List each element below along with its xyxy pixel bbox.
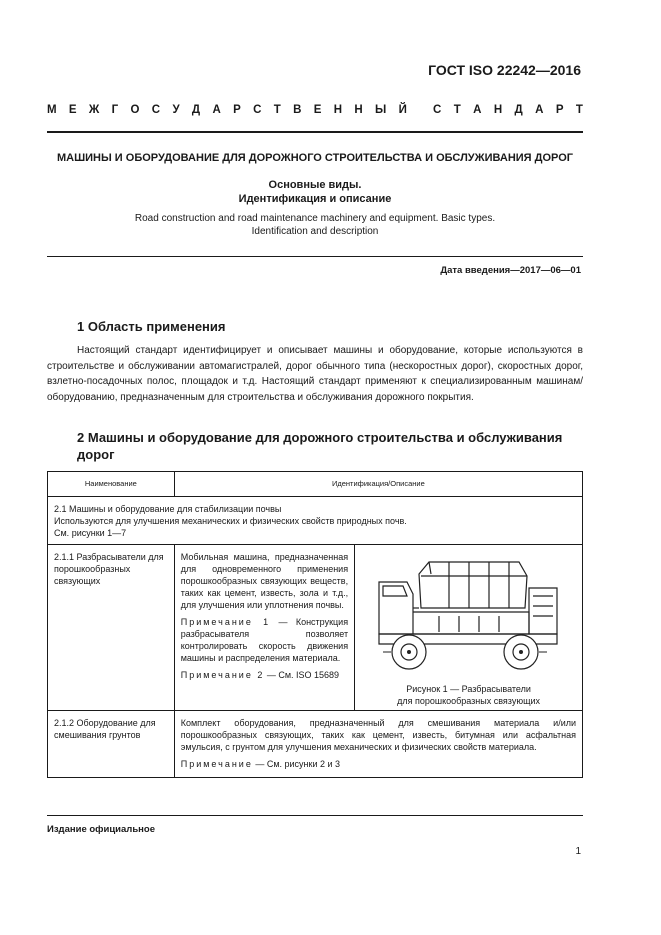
banner-letter: Г	[111, 104, 119, 116]
document-subtitle	[47, 178, 583, 206]
col-header-description: Идентификация/Описание	[174, 472, 582, 497]
banner-letter: Т	[453, 104, 461, 116]
english-title-line-1: Road construction and road maintenance machinery and equipment. Basic types.	[134, 213, 496, 224]
interstate-standard-banner	[47, 104, 583, 116]
banner-letter: О	[130, 104, 140, 116]
banner-letter: Д	[514, 104, 523, 116]
banner-letter: Е	[68, 104, 77, 116]
banner-letter: Д	[191, 104, 201, 116]
note-label: Примечание 1	[180, 617, 271, 627]
banner-letter: Т	[273, 104, 281, 116]
note-text: — См. рисунки 2 и 3	[252, 759, 341, 769]
subtitle-line-2: Идентификация и описание	[238, 193, 392, 205]
table-row	[48, 711, 583, 778]
note-label: Примечание	[180, 759, 253, 769]
figure-caption-line-1: Рисунок 1 — Разбрасыватели	[406, 684, 531, 694]
section-2-heading: 2 Машины и оборудование для дорожного строительства и обслуживания дорог	[77, 430, 563, 462]
row-note	[181, 758, 576, 770]
banner-letter: Ж	[88, 104, 100, 116]
english-title	[47, 212, 583, 238]
page-number: 1	[575, 846, 581, 857]
row-description-cell	[174, 711, 582, 778]
banner-letter: Й	[398, 104, 407, 116]
note-text: — Конструкция разбрасывателя позволяет контролировать скорость движения машины и распределения материала.	[180, 617, 349, 663]
row-description-cell	[174, 545, 354, 711]
banner-letter: Р	[555, 104, 564, 116]
row-name-cell: 2.1.2 Оборудование для смешивания грунтов	[48, 711, 175, 778]
section-1-heading: 1 Область применения	[77, 319, 226, 334]
document-code: ГОСТ ISO 22242—2016	[428, 62, 581, 78]
banner-word-standard	[433, 104, 583, 116]
banner-letter: М	[47, 104, 57, 116]
edition-label: Издание официальное	[47, 824, 155, 835]
banner-letter: Н	[493, 104, 503, 116]
figure-cell	[355, 545, 583, 711]
group-figures-ref: См. рисунки 1—7	[54, 528, 127, 538]
spreader-truck-illustration	[369, 552, 569, 676]
banner-letter: Н	[354, 104, 363, 116]
banner-letter: Ы	[375, 104, 387, 116]
group-title: 2.1 Машины и оборудование для стабилизации почвы	[54, 504, 282, 514]
col-header-name: Наименование	[48, 472, 175, 497]
banner-letter: Р	[233, 104, 241, 116]
banner-letter: С	[151, 104, 161, 116]
banner-letter: У	[172, 104, 180, 116]
figure-caption-line-2: для порошкообразных связующих	[397, 696, 541, 706]
group-cell	[48, 497, 583, 545]
table-group-row	[48, 497, 583, 545]
table-row	[48, 545, 583, 711]
banner-letter: А	[535, 104, 544, 116]
header-rule	[47, 131, 583, 133]
banner-letter: А	[473, 104, 482, 116]
group-description: Используются для улучшения механических и физических свойств природных почв.	[54, 516, 407, 526]
row-description: Мобильная машина, предназначенная для одновременного применения порошкообразных связующих веществ, таких как цемент, известь, зола и т.д., для улучшения или уплотнения почвы.	[180, 552, 349, 610]
note-label: Примечание 2	[180, 670, 265, 680]
introduction-date: Дата введения—2017—06—01	[440, 265, 581, 276]
subtitle-line-1: Основные виды.	[268, 179, 362, 191]
title-rule	[47, 256, 583, 257]
banner-letter: С	[253, 104, 262, 116]
english-title-line-2: Identification and description	[251, 226, 379, 237]
figure-caption	[361, 683, 576, 707]
banner-letter: Е	[313, 104, 322, 116]
section-1-text	[47, 343, 583, 405]
banner-letter: Н	[333, 104, 343, 116]
row-note-2	[181, 669, 348, 681]
banner-letter: Т	[575, 104, 583, 116]
banner-word-interstate	[47, 104, 407, 116]
section-1-paragraph: Настоящий стандарт идентифицирует и описывает машины и оборудование, которые используются в строительстве и обслуживании автомагистралей, дорог обычного типа (нескоростных дорог), скоростных дорог, взлетно-посадочных полос, площадок и т.д. Настоящий стандарт применяют к специализированным машинам/оборудованию, предназначенным для строительства и обслуживания дорожного покрытия.	[47, 345, 583, 403]
row-name-cell: 2.1.1 Разбрасыватели для порошкообразных связующих	[48, 545, 175, 711]
banner-letter: А	[212, 104, 221, 116]
row-description: Комплект оборудования, предназначенный для смешивания материала и/или порошкообразных связующих, таких как цемент, известь, битумная или асфальтная эмульсия, с грунтом для улучшения механических и физических свойств материала.	[180, 718, 576, 752]
row-note-1	[181, 616, 348, 664]
banner-letter: С	[433, 104, 442, 116]
machinery-table	[47, 471, 583, 778]
footer-rule	[47, 815, 583, 816]
document-title: МАШИНЫ И ОБОРУДОВАНИЕ ДЛЯ ДОРОЖНОГО СТРОИТЕЛЬСТВА И ОБСЛУЖИВАНИЯ ДОРОГ	[56, 152, 574, 164]
banner-letter: В	[293, 104, 302, 116]
table-header-row	[48, 472, 583, 497]
note-text: — См. ISO 15689	[264, 670, 340, 680]
